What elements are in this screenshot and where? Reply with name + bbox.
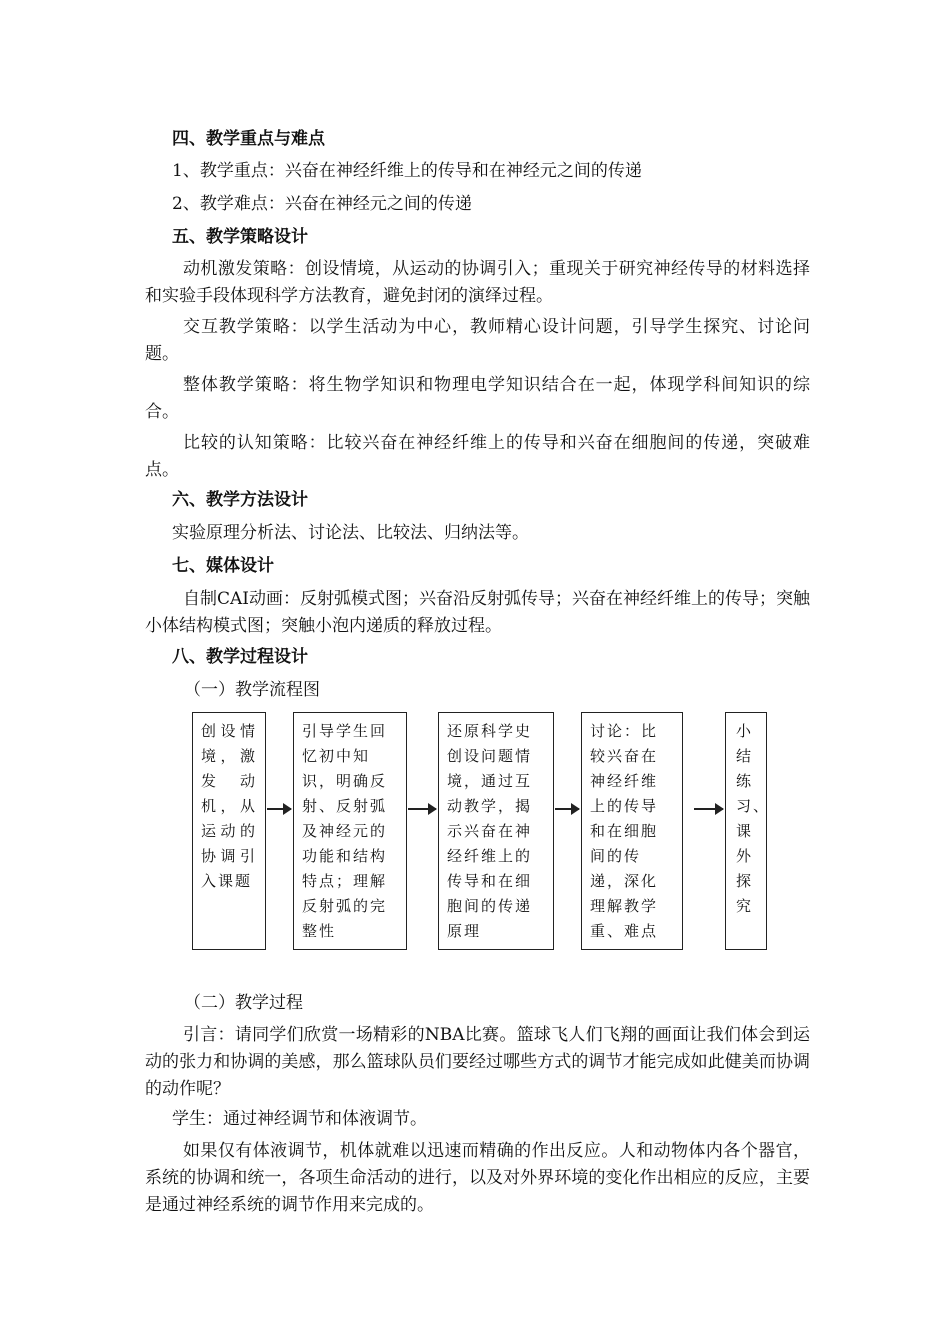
teaching-focus: 1、教学重点：兴奋在神经纤维上的传导和在神经元之间的传递 — [172, 161, 642, 181]
strategy-paragraph: 比较的认知策略：比较兴奋在神经纤维上的传导和兴奋在细胞间的传递，突破难点。 — [145, 433, 810, 480]
student-answer: 学生：通过神经调节和体液调节。 — [172, 1109, 427, 1129]
flow-arrow — [555, 808, 579, 810]
flow-step-4: 讨论：比较兴奋在神经纤维上的传导和在细胞间的传递，深化理解教学重、难点 — [581, 712, 683, 950]
method-paragraph: 实验原理分析法、讨论法、比较法、归纳法等。 — [172, 523, 529, 543]
section-heading-6: 六、教学方法设计 — [172, 490, 308, 510]
flow-step-1: 创设情境，激发动机，从运动的协调引入课题 — [192, 712, 266, 950]
process-paragraph: 如果仅有体液调节，机体就难以迅速而精确的作出反应。人和动物体内各个器官，系统的协调和统一，各项生命活动的进行，以及对外界环境的变化作出相应的反应，主要是通过神经系统的调节作用来完成的。 — [145, 1141, 810, 1215]
section-heading-5: 五、教学策略设计 — [172, 227, 308, 247]
flow-arrow — [408, 808, 436, 810]
strategy-paragraph: 整体教学策略：将生物学知识和物理电学知识结合在一起，体现学科间知识的综合。 — [145, 375, 810, 422]
flow-arrow — [694, 808, 723, 810]
process-subheading: （二）教学过程 — [184, 993, 303, 1013]
strategy-paragraph: 交互教学策略：以学生活动为中心，教师精心设计问题，引导学生探究、讨论问题。 — [145, 317, 810, 364]
section-heading-8: 八、教学过程设计 — [172, 647, 308, 667]
process-paragraph: 引言：请同学们欣赏一场精彩的NBA比赛。篮球飞人们飞翔的画面让我们体会到运动的张力和协调的美感，那么篮球队员们要经过哪些方式的调节才能完成如此健美而协调的动作呢？ — [145, 1025, 810, 1099]
section-heading-7: 七、媒体设计 — [172, 556, 274, 576]
strategy-paragraph: 动机激发策略：创设情境，从运动的协调引入；重现关于研究神经传导的材料选择和实验手段体现科学方法教育，避免封闭的演绎过程。 — [145, 259, 810, 306]
media-paragraph: 自制CAI动画：反射弧模式图；兴奋沿反射弧传导；兴奋在神经纤维上的传导；突触小体结构模式图；突触小泡内递质的释放过程。 — [145, 589, 810, 636]
teaching-difficulty: 2、教学难点：兴奋在神经元之间的传递 — [172, 194, 472, 214]
flow-arrow — [267, 808, 291, 810]
flow-step-5: 小结练习、课外探究 — [725, 712, 767, 950]
flowchart-subheading: （一）教学流程图 — [184, 680, 320, 700]
flow-step-3: 还原科学史创设问题情境，通过互动教学，揭示兴奋在神经纤维上的传导和在细胞间的传递原理 — [438, 712, 554, 950]
flow-step-2: 引导学生回忆初中知识，明确反射、反射弧及神经元的功能和结构特点；理解反射弧的完整性 — [293, 712, 407, 950]
section-heading-4: 四、教学重点与难点 — [172, 129, 325, 149]
